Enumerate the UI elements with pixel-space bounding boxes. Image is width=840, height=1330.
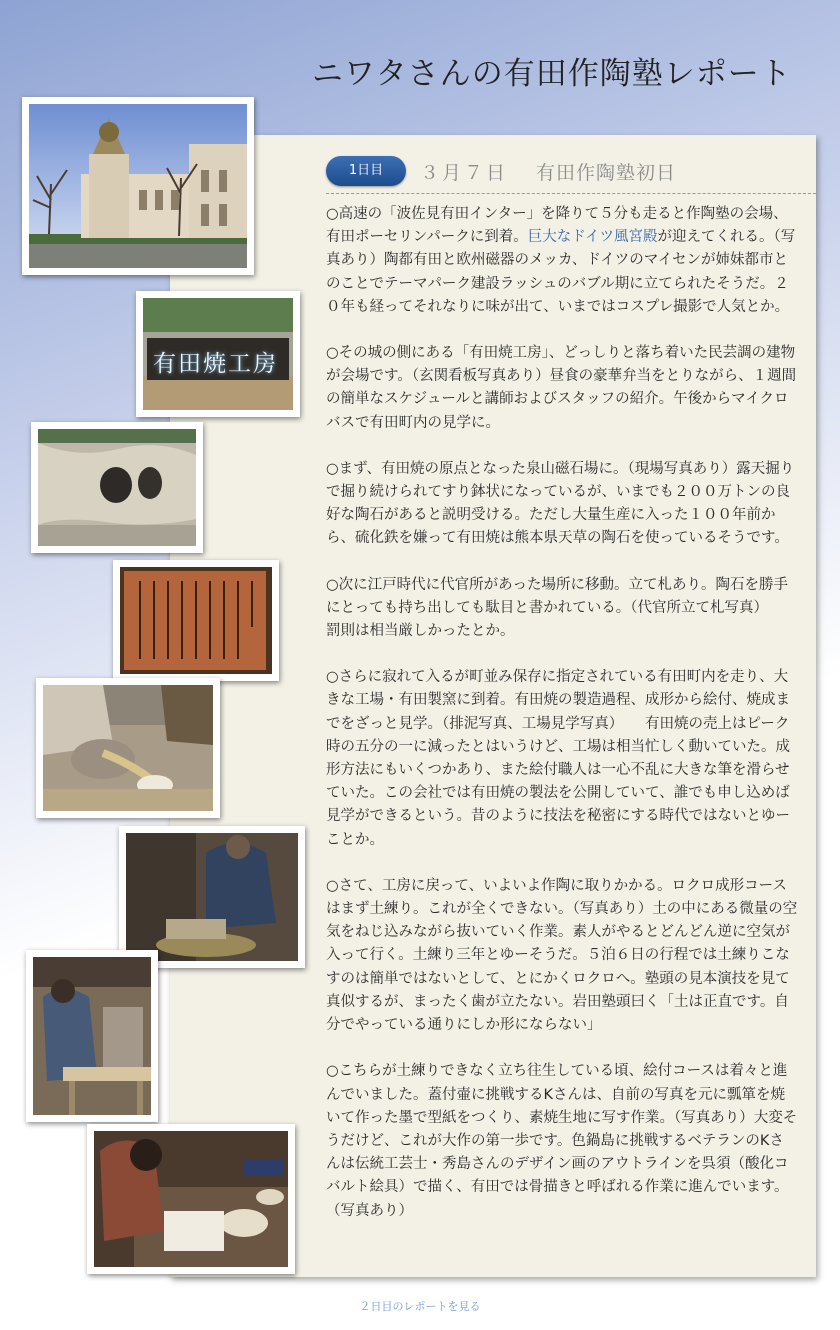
paragraph-6: ○さて、工房に戻って、いよいよ作陶に取りかかる。ロクロ成形コースはまず土練り。これが全くできない。（写真あり）土の中にある微量の空気をねじ込みながら抜いていく作業。素人がやるとどんどん逆に空気が入って行く。土練り三年とゆーそうだ。５泊６日の行程では土練りこなすのは簡単ではないとして、とにかくロクロへ。塾頭の見本演技を見て真似するが、まったく歯が立たない。岩田塾頭曰く「土は正直です。自分でやっている通りにしか形にならない」	[326, 877, 798, 1034]
day-header	[326, 155, 816, 194]
wheel-throwing-photo[interactable]	[119, 826, 305, 968]
notice-board-illustration	[120, 567, 272, 674]
kobo-sign-text: 有田焼工房	[153, 351, 278, 377]
painting-image	[94, 1131, 288, 1267]
kobo-sign-image	[143, 298, 293, 410]
painting-illustration	[94, 1131, 288, 1267]
paragraph-5: ○さらに寂れて入るが町並み保存に指定されている有田町内を走り、大きな工場・有田製窯に到着。有田焼の製造過程、成形から絵付、焼成までをざっと見学。（排泥写真、工場見学写真） 有田焼の売上はピーク時の五分の一に減ったとはいうけど、工場は相当忙しく動いていた。成形方法にもいくつかあり、また絵付職人は一心不乱に大きな筆を滑らせていた。この会社では有田焼の製法を公開していて、誰でも申し込めば見学ができるという。昔のように技法を秘密にする時代ではないとゆーことか。	[326, 669, 790, 848]
notice-board-photo[interactable]	[113, 560, 279, 681]
report-article	[326, 203, 798, 1246]
slip-pouring-photo[interactable]	[36, 678, 220, 818]
paragraph-2: ○その城の側にある「有田焼工房」、どっしりと落ち着いた民芸調の建物が会場です。（玄関看板写真あり）昼食の豪華弁当をとりながら、１週間の簡単なスケジュールと講師およびスタッフの紹介。午後からマイクロバスで有田町内の見学に。	[326, 345, 797, 431]
next-day-link[interactable]: ２日目のレポートを見る	[359, 1300, 481, 1313]
painting-photo[interactable]	[87, 1124, 295, 1274]
clay-kneading-illustration	[33, 957, 151, 1115]
paragraph-3: ○まず、有田焼の原点となった泉山磁石場に。（現場写真あり）露天掘りで掘り続けられてすり鉢状になっているが、いまでも２００万トンの良好な陶石があると説明受ける。ただし大量生産に入った１００年前から、硫化鉄を嫌って有田焼は熊本県天草の陶石を使っているそうです。	[326, 460, 795, 547]
clay-kneading-image	[33, 957, 151, 1115]
quarry-image	[38, 429, 196, 546]
wheel-throwing-illustration	[126, 833, 298, 961]
clay-kneading-photo[interactable]	[26, 950, 158, 1122]
quarry-photo[interactable]	[31, 422, 203, 553]
notice-board-image	[120, 567, 272, 674]
day-title: 有田作陶塾初日	[536, 162, 677, 184]
palace-link[interactable]: 巨大なドイツ風宮殿	[527, 229, 658, 246]
day-badge[interactable]: 1日目	[326, 156, 406, 186]
slip-pouring-image	[43, 685, 213, 811]
palace-image	[29, 104, 247, 268]
day-date: ３月７日	[420, 162, 509, 184]
paragraph-4: ○次に江戸時代に代官所があった場所に移動。立て札あり。陶石を勝手にとっても持ち出しても駄目と書かれている。（代官所立て札写真） 罰則は相当厳しかったとか。	[326, 576, 789, 640]
paragraph-1: ○高速の「波佐見有田インター」を降りて５分も走ると作陶塾の会場、有田ポーセリンパークに到着。巨大なドイツ風宮殿が迎えてくれる。（写真あり）陶都有田と欧州磁器のメッカ、ドイツのマイセンが姉妹都市とのことでテーマパーク建設ラッシュのバブル期に立てられたそうだ。２０年も経ってそれなりに味が出て、いまではコスプレ撮影で人気とか。	[326, 206, 796, 315]
page-title: ニワタさんの有田作陶塾レポート	[312, 56, 792, 92]
quarry-illustration	[38, 429, 196, 546]
palace-photo[interactable]	[22, 97, 254, 275]
palace-illustration	[29, 104, 247, 268]
slip-pouring-illustration	[43, 685, 213, 811]
wheel-throwing-image	[126, 833, 298, 961]
paragraph-7: ○こちらが土練りできなく立ち往生している頃、絵付コースは着々と進んでいました。蓋付壷に挑戦するKさんは、自前の写真を元に瓢箪を焼いて作った墨で型紙をつくり、素焼生地に写す作業。（写真あり）大変そうだけど、これが大作の第一歩です。色鍋島に挑戦するベテランのKさんは伝統工芸士・秀島さんのデザイン画のアウトラインを呉須（酸化コバルト絵具）で描く、有田では骨描きと呼ばれる作業に進んでいます。（写真あり）	[326, 1063, 798, 1219]
kobo-sign-photo[interactable]	[136, 291, 300, 417]
